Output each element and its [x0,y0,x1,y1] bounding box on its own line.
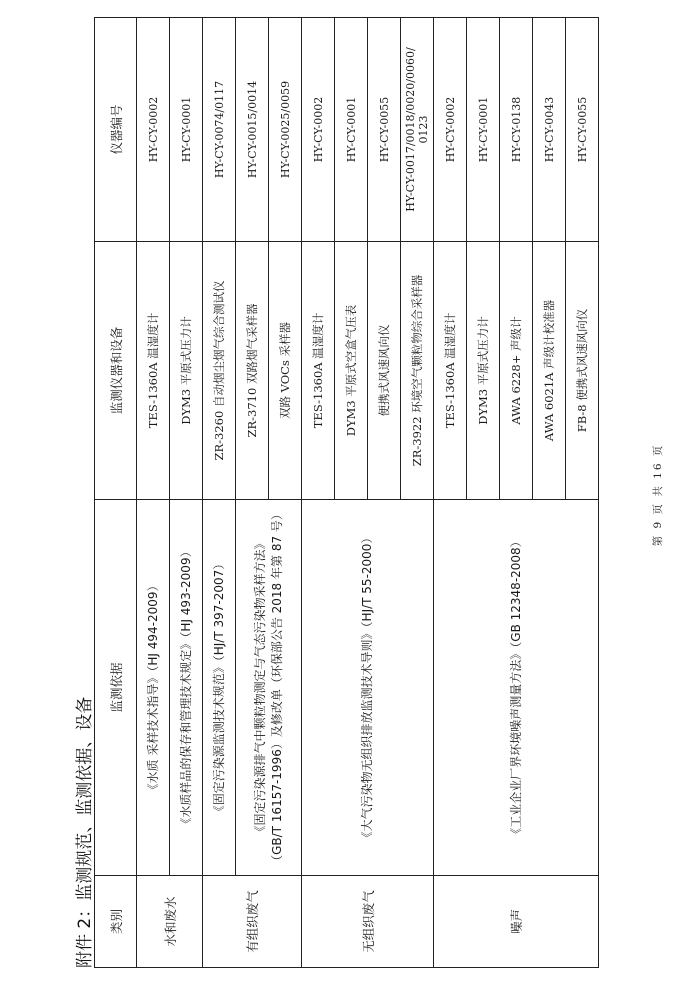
instrument-code-cell [302,18,335,242]
instrument-cell: TES-1360A 温湿度计 [434,242,467,500]
basis-text: 《固定污染源监测技术规范》（HJ/T 397-2007） [211,557,226,818]
basis-cell [236,500,302,876]
instrument-code-cell [269,18,302,242]
instrument-cell: ZR-3710 双路烟气采样器 [236,242,269,500]
header-basis: 监测依据 [95,500,137,876]
basis-cell [203,500,236,876]
instrument-code-cell [236,18,269,242]
instrument-code-cell [170,18,203,242]
basis-cell [302,500,434,876]
instrument-code-cell [368,18,401,242]
instrument-code-cell [467,18,500,242]
instrument-cell: 双路 VOCs 采样器 [269,242,302,500]
basis-text: 《水质样品的保存和管理技术规定》（HJ 493-2009） [178,545,193,830]
instrument-code-text: HY-CY-0001 [344,96,358,163]
category-cell: 噪声 [434,876,599,968]
header-instrument: 监测仪器和设备 [95,242,137,500]
instrument-code-cell [401,18,434,242]
instrument-cell: ZR-3922 环境空气颗粒物综合采样器 [401,242,434,500]
instrument-code-text: 0123 [417,115,430,144]
table-body [137,18,599,968]
table-row [170,18,203,968]
instrument-cell: AWA 6228+ 声级计 [500,242,533,500]
instrument-code-text: HY-CY-0025/0059 [278,80,292,179]
instrument-code-text: HY-CY-0001 [476,96,490,163]
instrument-code-cell [137,18,170,242]
instrument-code-text: HY-CY-0015/0014 [245,80,259,179]
instrument-code-text: HY-CY-0043 [542,96,556,163]
instrument-code-text: HY-CY-0017/0018/0020/0060/ [404,47,417,212]
instrument-cell: TES-1360A 温湿度计 [302,242,335,500]
basis-text: 《固定污染源排气中颗粒物测定与气态污染物采样方法》 [252,537,267,838]
header-code: 仪器编号 [95,18,137,242]
table-row [203,18,236,968]
basis-text: 《大气污染物无组织排放监测技术导则》（HJ/T 55-2000） [360,531,374,844]
instrument-code-text: HY-CY-0002 [146,96,160,163]
table-row [434,18,467,968]
instrument-cell: FB-8 便携式风速风向仪 [566,242,599,500]
instrument-code-cell [566,18,599,242]
instrument-code-text: HY-CY-0001 [179,96,193,163]
instrument-code-text: HY-CY-0074/0117 [212,80,226,179]
basis-text: 《工业企业厂界环境噪声测量方法》（GB 12348-2008） [508,535,523,840]
basis-text: （GB/T 16157-1996）及修改单（环保部公告 2018 年第 87 号） [269,508,284,867]
page-heading: 附件 2：监测规范、监测依据、设备 [75,696,95,968]
instrument-code-cell [434,18,467,242]
instrument-code-text: HY-CY-0138 [509,96,523,163]
basis-cell [170,500,203,876]
table-row [137,18,170,968]
instrument-cell: 便携式风速风向仪 [368,242,401,500]
instrument-cell: TES-1360A 温湿度计 [137,242,170,500]
basis-text: 《水质 采样技术指导》（HJ 494-2009） [145,579,160,796]
instrument-code-text: HY-CY-0055 [377,96,391,163]
instrument-code-text: HY-CY-0055 [575,96,589,163]
category-cell: 无组织废气 [302,876,434,968]
category-cell: 有组织废气 [203,876,302,968]
table-row [302,18,335,968]
instrument-code-cell [203,18,236,242]
basis-cell [434,500,599,876]
page-footer: 第 9 页 共 16 页 [652,443,664,547]
instrument-code-text: HY-CY-0002 [443,96,457,163]
monitoring-table [94,17,599,968]
instrument-code-cell [500,18,533,242]
instrument-code-cell [335,18,368,242]
category-cell: 水和废水 [137,876,203,968]
table-header-row [95,18,137,968]
basis-cell [137,500,170,876]
instrument-cell: AWA 6021A 声级计校准器 [533,242,566,500]
instrument-code-cell [533,18,566,242]
instrument-cell: ZR-3260 自动烟尘烟气综合测试仪 [203,242,236,500]
table-row [236,18,269,968]
instrument-cell: DYM3 平原式压力计 [170,242,203,500]
instrument-code-text: HY-CY-0002 [311,96,325,163]
instrument-cell: DYM3 平原式空盒气压表 [335,242,368,500]
header-category: 类别 [95,876,137,968]
instrument-cell: DYM3 平原式压力计 [467,242,500,500]
